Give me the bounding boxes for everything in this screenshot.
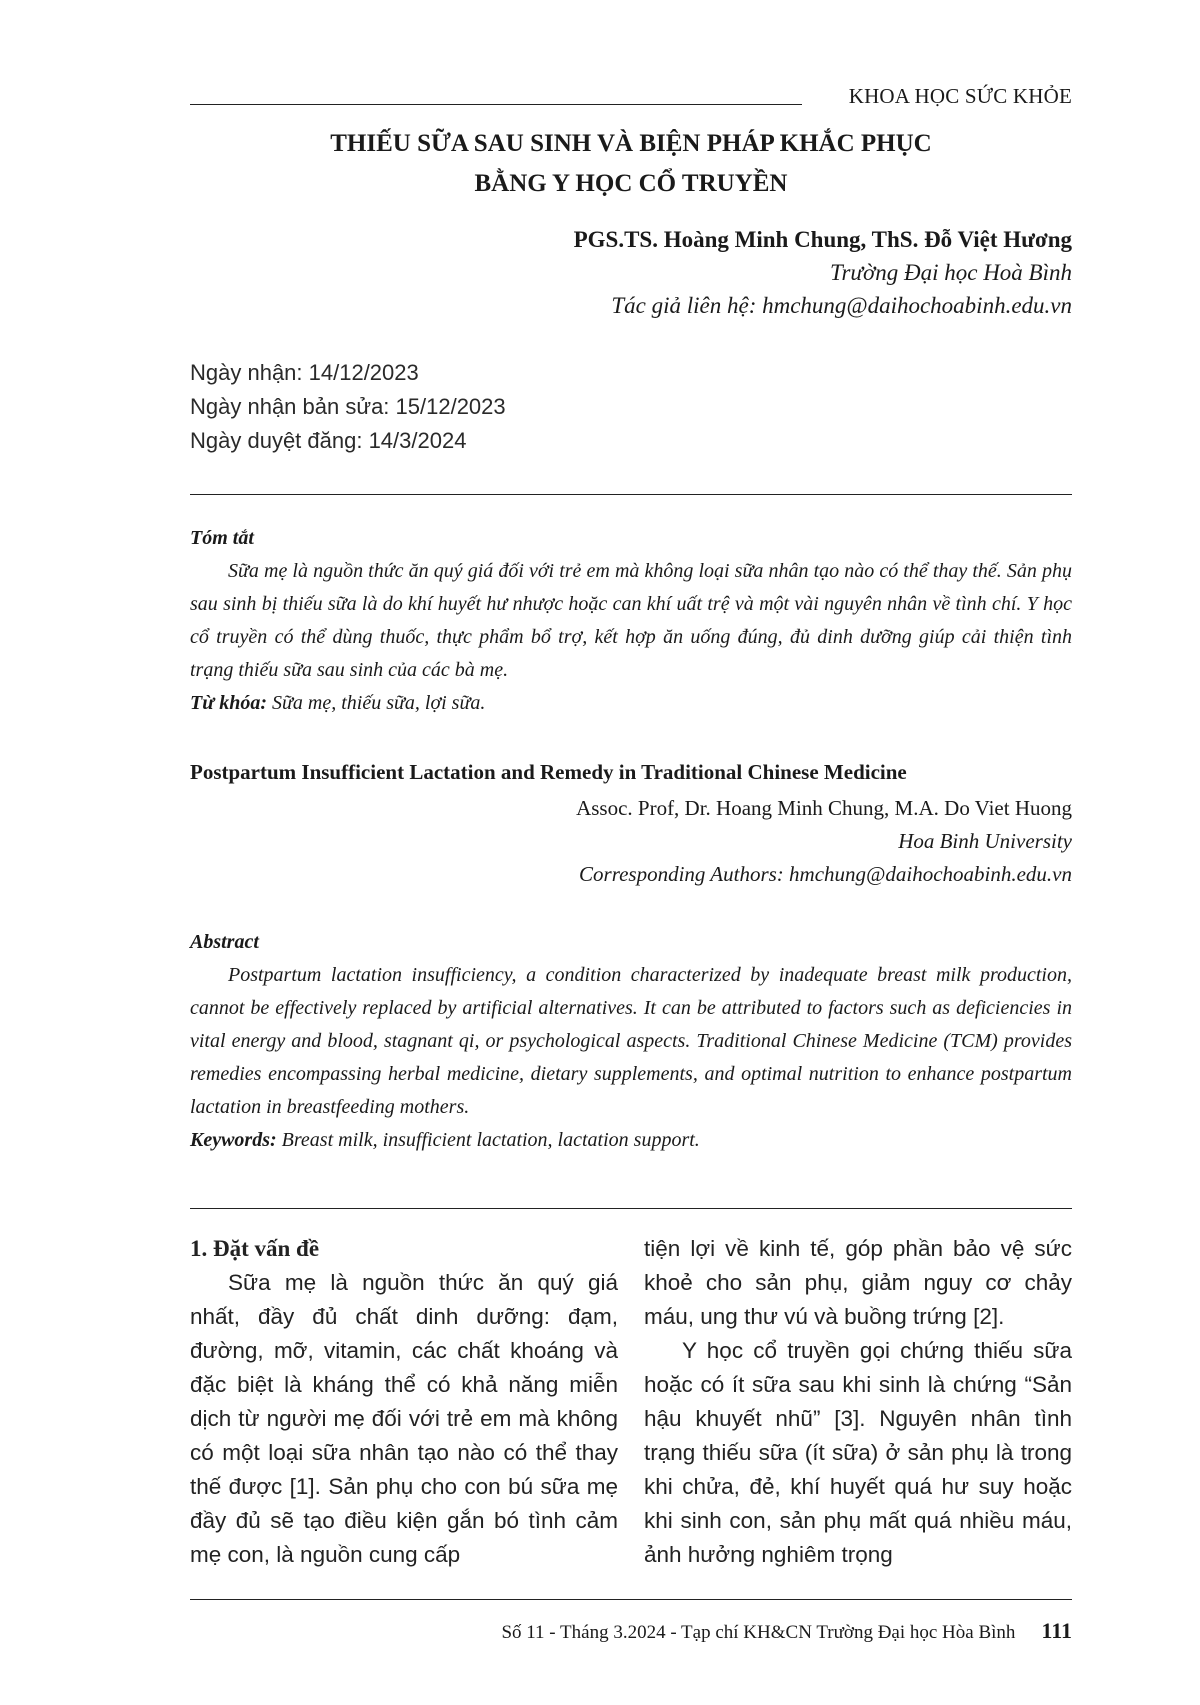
section-heading: 1. Đặt vấn đề — [190, 1236, 320, 1261]
english-title: Postpartum Insufficient Lactation and Remedy in Traditional Chinese Medicine — [190, 760, 907, 784]
abstract-en-text: Postpartum lactation insufficiency, a condition characterized by inadequate breast milk production, cannot be effectively replaced by artificial alternatives. It can be attributed to factors such as deficiencies in vital energy and blood, stagnant qi, or psychological aspects. Traditional Chinese Medicine (TCM) provides remedies encompassing herbal medicine, dietary supplements, and optimal nutrition to enhance postpartum lactation in breastfeeding mothers. — [190, 964, 1072, 1118]
keywords-en-label: Keywords: — [190, 1129, 277, 1151]
divider-top — [190, 494, 1072, 495]
author-affiliation: Trường Đại học Hoà Bình — [829, 260, 1072, 285]
abstract-en-keywords — [190, 1124, 1072, 1157]
abstract-vi-heading: Tóm tắt — [190, 527, 254, 549]
english-affiliation: Hoa Binh University — [898, 829, 1072, 853]
date-block — [190, 356, 506, 458]
keywords-vi-label: Từ khóa: — [190, 692, 267, 714]
divider-bottom — [190, 1208, 1072, 1209]
abstract-vi-keywords — [190, 687, 1072, 720]
journal-citation: Số 11 - Tháng 3.2024 - Tạp chí KH&CN Trường Đại học Hòa Bình — [501, 1622, 1016, 1643]
english-contact: Corresponding Authors: hmchung@daihochoabinh.edu.vn — [579, 862, 1072, 886]
author-block — [574, 223, 1072, 322]
abstract-en-heading: Abstract — [190, 931, 259, 953]
body-paragraph: Y học cổ truyền gọi chứng thiếu sữa hoặc có ít sữa sau khi sinh là chứng “Sản hậu khuyết nhũ” [3]. Nguyên nhân tình trạng thiếu sữa (ít sữa) ở sản phụ là trong khi chửa, đẻ, khí huyết quá hư suy hoặc khi sinh con, sản phụ mất quá nhiều máu, ảnh hưởng nghiêm trọng — [644, 1338, 1072, 1567]
english-authors: Assoc. Prof, Dr. Hoang Minh Chung, M.A. Do Viet Huong — [576, 796, 1072, 820]
page-number: 111 — [1041, 1618, 1072, 1643]
title-line-1: THIẾU SỮA SAU SINH VÀ BIỆN PHÁP KHẮC PHỤC — [330, 130, 932, 157]
abstract-en — [190, 926, 1072, 1157]
title-line-2: BẰNG Y HỌC CỔ TRUYỀN — [474, 170, 788, 197]
body-paragraph: tiện lợi về kinh tế, góp phần bảo vệ sức khoẻ cho sản phụ, giảm nguy cơ chảy máu, ung thư vú và buồng trứng [2]. — [644, 1236, 1072, 1329]
header-rule — [190, 104, 802, 105]
page-footer — [501, 1618, 1072, 1644]
date-accepted: Ngày duyệt đăng: 14/3/2024 — [190, 428, 467, 453]
article-title — [190, 124, 1072, 204]
author-contact: Tác giả liên hệ: hmchung@daihochoabinh.edu.vn — [611, 293, 1072, 318]
section-label: KHOA HỌC SỨC KHỎE — [848, 84, 1072, 108]
body-column-left — [190, 1232, 618, 1572]
keywords-en-text: Breast milk, insufficient lactation, lactation support. — [281, 1129, 700, 1151]
body-column-right — [644, 1232, 1072, 1572]
abstract-vi — [190, 522, 1072, 720]
keywords-vi-text: Sữa mẹ, thiếu sữa, lợi sữa. — [271, 692, 486, 714]
body-paragraph: Sữa mẹ là nguồn thức ăn quý giá nhất, đầy đủ chất dinh dưỡng: đạm, đường, mỡ, vitamin, các chất khoáng và đặc biệt là kháng thể có khả năng miễn dịch từ người mẹ đối với trẻ em mà không có một loại sữa nhân tạo nào có thể thay thế được [1]. Sản phụ cho con bú sữa mẹ đầy đủ sẽ tạo điều kiện gắn bó tình cảm mẹ con, là nguồn cung cấp — [190, 1270, 618, 1567]
english-author-block — [576, 792, 1072, 891]
footer-rule — [190, 1599, 1072, 1600]
date-revised: Ngày nhận bản sửa: 15/12/2023 — [190, 394, 506, 419]
abstract-vi-text: Sữa mẹ là nguồn thức ăn quý giá đối với trẻ em mà không loại sữa nhân tạo nào có thể thay thế. Sản phụ sau sinh bị thiếu sữa là do khí huyết hư nhược hoặc can khí uất trệ và một vài nguyên nhân về tình chí. Y học cổ truyền có thể dùng thuốc, thực phẩm bổ trợ, kết hợp ăn uống đúng, đủ dinh dưỡng giúp cải thiện tình trạng thiếu sữa sau sinh của các bà mẹ. — [190, 560, 1072, 681]
date-received: Ngày nhận: 14/12/2023 — [190, 360, 419, 385]
author-names: PGS.TS. Hoàng Minh Chung, ThS. Đỗ Việt Hương — [573, 227, 1072, 252]
